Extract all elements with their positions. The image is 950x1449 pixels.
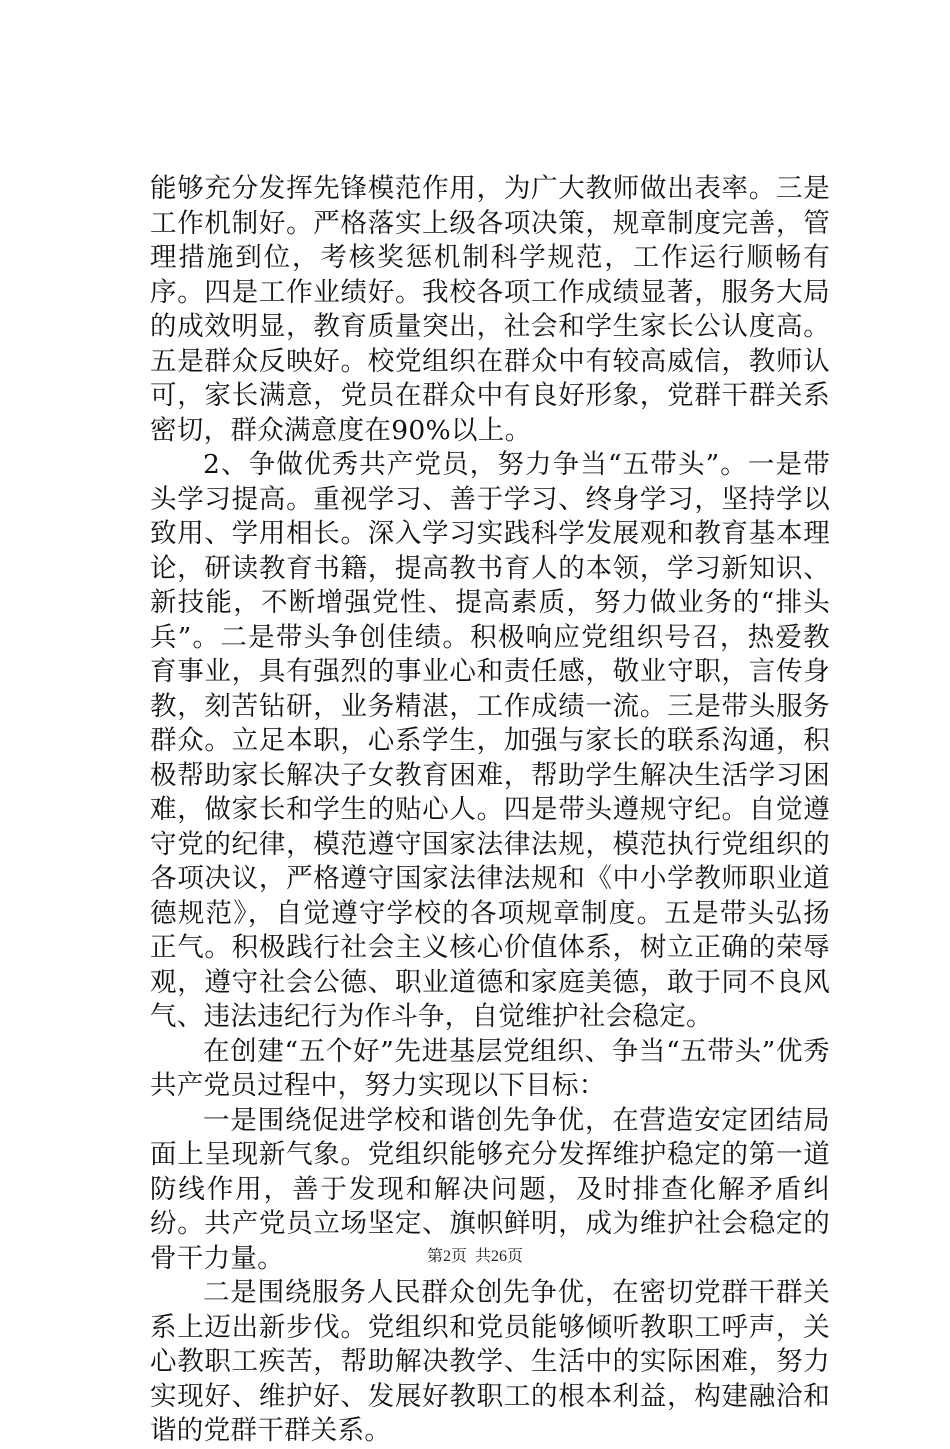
paragraph-goal-two: 二是围绕服务人民群众创先争优，在密切党群干群关系上迈出新步伐。党组织和党员能够倾听教职工呼声，关心教职工疾苦，帮助解决教学、生活中的实际困难，努力实现好、维护好、发展好教职工的根本利益，构建融洽和谐的党群干群关系。: [150, 1277, 830, 1446]
paragraph-five-leads: 2、争做优秀共产党员，努力争当“五带头”。一是带头学习提高。重视学习、善于学习、终身学习，坚持学以致用、学用相长。深入学习实践科学发展观和教育基本理论，研读教育书籍，提高教书育人的本领，学习新知识、新技能，不断增强党性、提高素质，努力做业务的“排头兵”。二是带头争创佳绩。积极响应党组织号召，热爱教育事业，具有强烈的事业心和责任感，敬业守职，言传身教，刻苦钻研，业务精湛，工作成绩一流。三是带头服务群众。立足本职，心系学生，加强与家长的联系沟通，积极帮助家长解决子女教育困难，帮助学生解决生活学习困难，做家长和学生的贴心人。四是带头遵规守纪。自觉遵守党的纪律，模范遵守国家法律法规，模范执行党组织的各项决议，严格遵守国家法律法规和《中小学教师职业道德规范》，自觉遵守学校的各项规章制度。五是带头弘扬正气。积极践行社会主义核心价值体系，树立正确的荣辱观，遵守社会公德、职业道德和家庭美德，敢于同不良风气、违法违纪行为作斗争，自觉维护社会稳定。: [150, 449, 831, 1032]
page-number-label: 第2页 共26页: [426, 1248, 523, 1265]
paragraph-continuation: 能够充分发挥先锋模范作用，为广大教师做出表率。三是工作机制好。严格落实上级各项决策，规章制度完善，管理措施到位，考核奖惩机制科学规范，工作运行顺畅有序。四是工作业绩好。我校各项工作成绩显著，服务大局的成效明显，教育质量突出，社会和学生家长公认度高。五是群众反映好。校党组织在群众中有较高威信，教师认可，家长满意，党员在群众中有良好形象，党群干群关系密切，群众满意度在90%以上。: [150, 173, 830, 446]
paragraph-goal-one: 一是围绕促进学校和谐创先争优，在营造安定团结局面上呈现新气象。党组织能够充分发挥维护稳定的第一道防线作用，善于发现和解决问题，及时排查化解矛盾纠纷。共产党员立场坚定、旗帜鲜明，成为维护社会稳定的骨干力量。: [150, 1104, 830, 1274]
paragraph-goals-intro: 在创建“五个好”先进基层党组织、争当“五带头”优秀共产党员过程中，努力实现以下目标：: [150, 1035, 830, 1101]
page-footer: [0, 1243, 950, 1266]
